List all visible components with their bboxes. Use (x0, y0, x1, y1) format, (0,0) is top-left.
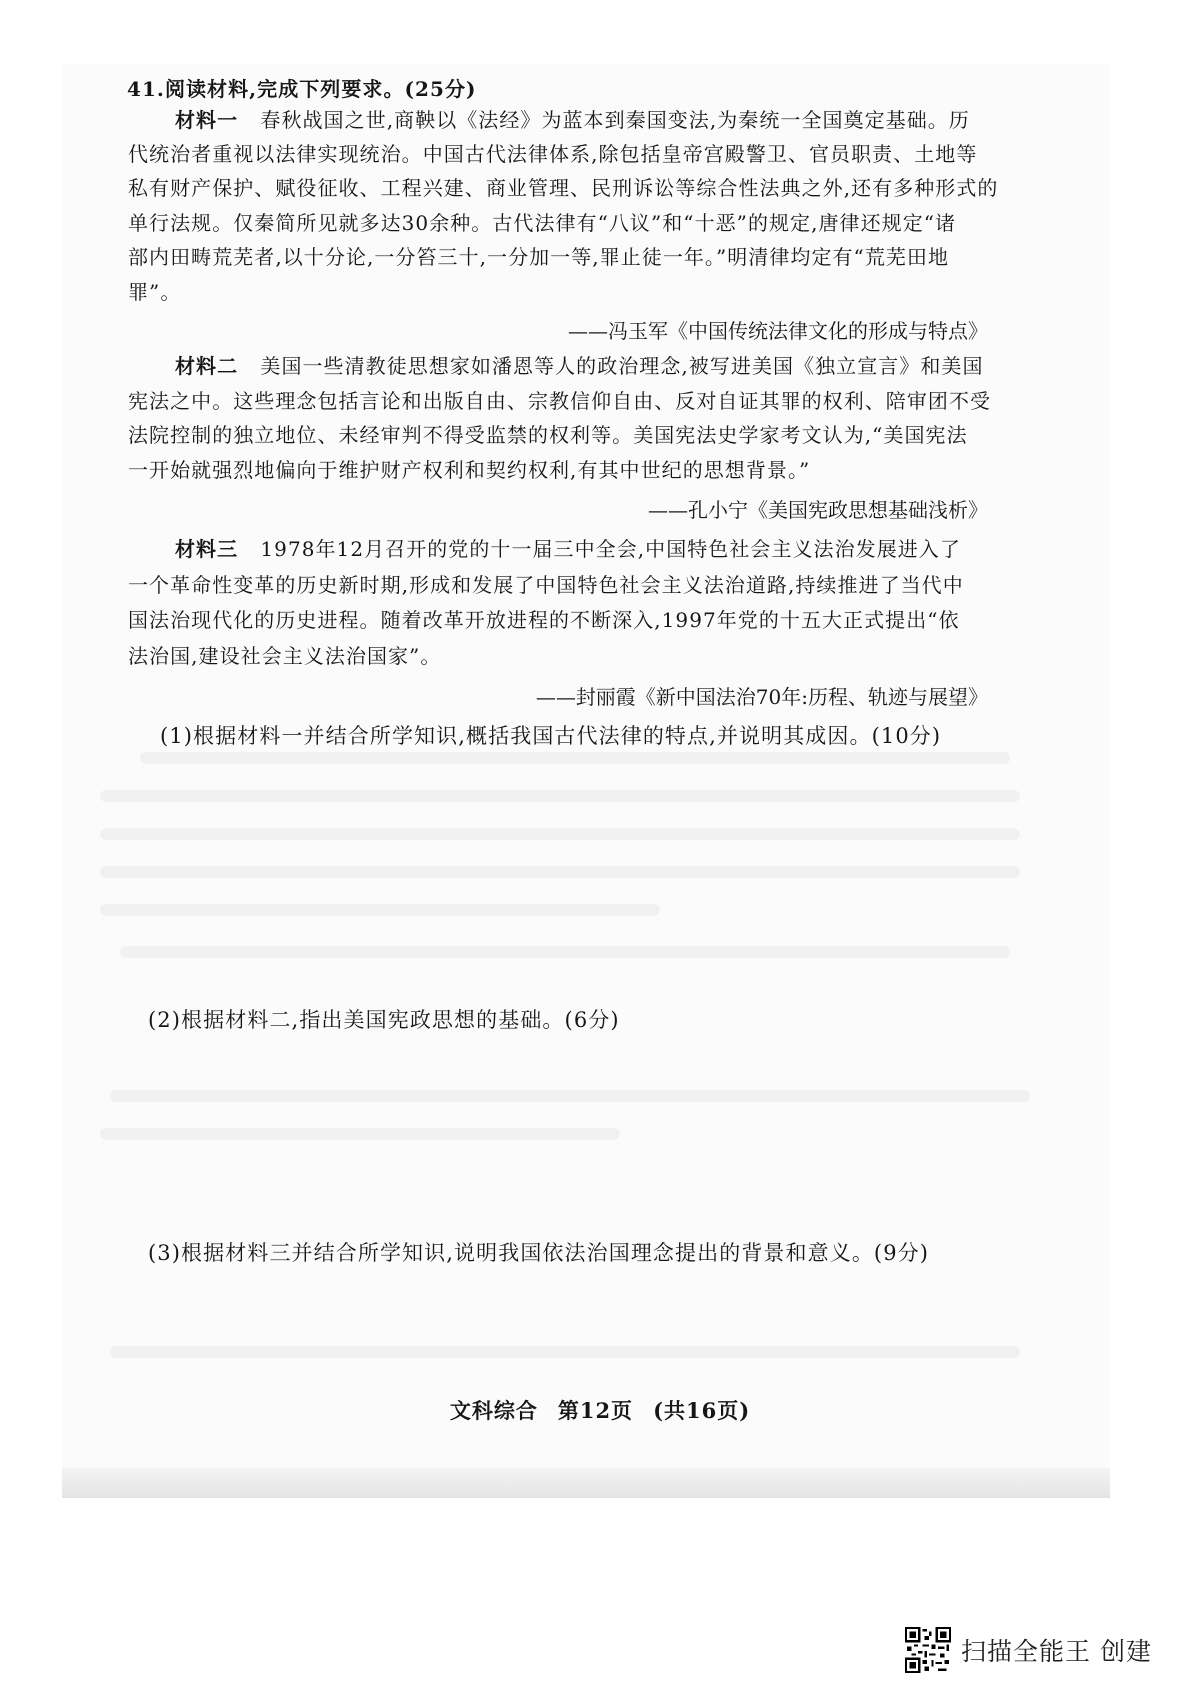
material2-line: 一开始就强烈地偏向于维护财产权利和契约权利,有其中世纪的思想背景。” (128, 458, 811, 482)
material1-label: 材料一 (175, 108, 239, 132)
bleed-through-mark (100, 1128, 620, 1140)
footer-page-number: 第12页 (557, 1398, 634, 1423)
bleed-through-mark (140, 752, 1010, 764)
page-footer (0, 1395, 1200, 1425)
material1-line (175, 107, 970, 133)
bleed-through-mark (100, 828, 1020, 840)
material1-line: 代统治者重视以法律实现统治。中国古代法律体系,除包括皇帝宫殿警卫、官员职责、土地等 (128, 142, 978, 166)
material1-source: ——冯玉军《中国传统法律文化的形成与特点》 (568, 319, 988, 343)
material2-label: 材料二 (175, 354, 239, 378)
watermark-text: 扫描全能王 创建 (961, 1637, 1152, 1666)
material1-line: 部内田畴荒芜者,以十分论,一分笞三十,一分加一等,罪止徒一年。”明清律均定有“荒芜田地 (128, 245, 950, 269)
material3-line: 国法治现代化的历史进程。随着改革开放进程的不断深入,1997年党的十五大正式提出“依 (128, 608, 960, 632)
material1-line: 单行法规。仅秦简所见就多达30余种。古代法律有“八议”和“十恶”的规定,唐律还规定“诸 (128, 211, 957, 235)
paper-bottom-shadow (62, 1468, 1110, 1498)
material2-line: 法院控制的独立地位、未经审判不得受监禁的权利等。美国宪法史学家考文认为,“美国宪法 (128, 423, 968, 447)
bleed-through-mark (100, 904, 660, 916)
material3-source: ——封丽霞《新中国法治70年:历程、轨迹与展望》 (535, 685, 988, 709)
material2-text: 美国一些清教徒思想家如潘恩等人的政治理念,被写进美国《独立宣言》和美国 (260, 354, 984, 378)
scanner-watermark (905, 1628, 1152, 1672)
bleed-through-mark (100, 790, 1020, 802)
material3-line (175, 536, 961, 562)
bleed-through-mark (110, 1346, 1020, 1358)
bleed-through-mark (110, 1090, 1030, 1102)
bleed-through-mark (120, 946, 1010, 958)
sub-question-2: (2)根据材料二,指出美国宪政思想的基础。(6分) (148, 1008, 620, 1032)
material1-line: 私有财产保护、赋役征收、工程兴建、商业管理、民刑诉讼等综合性法典之外,还有多种形式的 (128, 176, 999, 200)
question-header: 41.阅读材料,完成下列要求。(25分) (127, 77, 477, 101)
material3-text: 1978年12月召开的党的十一届三中全会,中国特色社会主义法治发展进入了 (260, 537, 961, 561)
material3-line: 一个革命性变革的历史新时期,形成和发展了中国特色社会主义法治道路,持续推进了当代中 (128, 573, 964, 597)
material2-source: ——孔小宁《美国宪政思想基础浅析》 (648, 498, 988, 522)
material1-text: 春秋战国之世,商鞅以《法经》为蓝本到秦国变法,为秦统一全国奠定基础。历 (260, 108, 970, 132)
material2-line: 宪法之中。这些理念包括言论和出版自由、宗教信仰自由、反对自证其罪的权利、陪审团不受 (128, 389, 992, 413)
qr-code-icon (905, 1627, 951, 1673)
footer-subject: 文科综合 (449, 1398, 538, 1423)
sub-question-3: (3)根据材料三并结合所学知识,说明我国依法治国理念提出的背景和意义。(9分) (148, 1241, 930, 1265)
sub-question-1: (1)根据材料一并结合所学知识,概括我国古代法律的特点,并说明其成因。(10分) (160, 724, 942, 748)
bleed-through-mark (100, 866, 1020, 878)
paper-sheet (62, 64, 1110, 1494)
material3-label: 材料三 (175, 537, 239, 561)
material3-line: 法治国,建设社会主义法治国家”。 (128, 644, 442, 668)
material1-line: 罪”。 (128, 280, 182, 304)
material2-line (175, 353, 984, 379)
footer-total-pages: (共16页) (653, 1398, 751, 1423)
